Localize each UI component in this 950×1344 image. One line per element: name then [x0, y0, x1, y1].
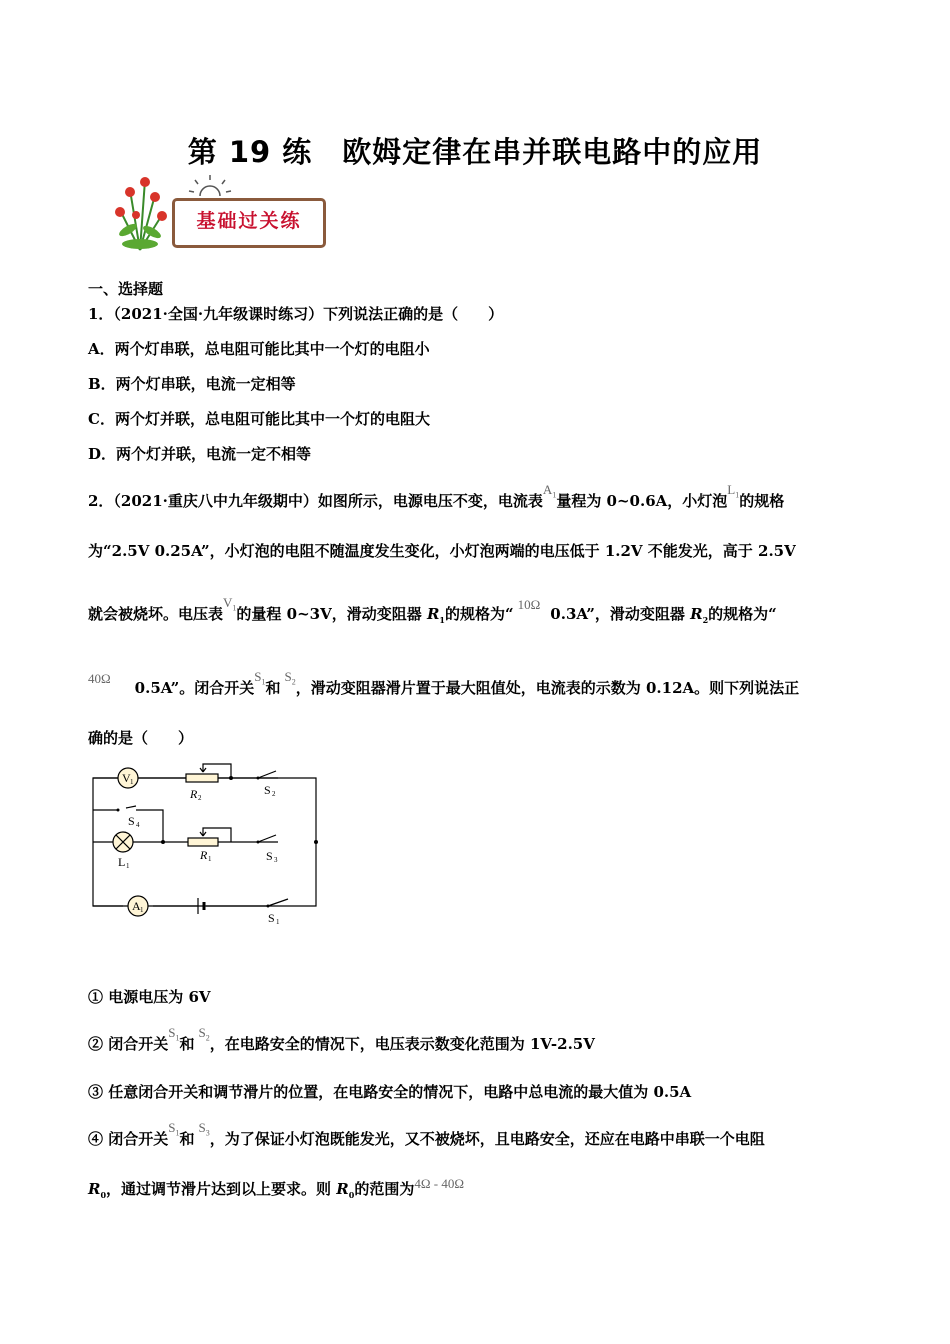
- s1-letter: S: [268, 911, 275, 925]
- s4-sub: 4: [136, 821, 140, 829]
- l1-letter: L: [118, 855, 126, 869]
- statement-4: ④ 闭合开关$S_1$和$S_3$，为了保证小灯泡既能发光，又不被烧坏，且电路安全，还应在电路中串联一个电阻: [88, 1120, 765, 1148]
- junction-dot: [314, 840, 318, 844]
- q2-line-2: 为“2.5V 0.25A”，小灯泡的电阻不随温度发生变化，小灯泡两端的电压低于 1.2V 不能发光，高于 2.5V: [88, 542, 796, 560]
- s2-letter: S: [264, 783, 271, 797]
- statement-1: ① 电源电压为 6V: [88, 988, 211, 1006]
- s1-sub: 1: [276, 918, 280, 926]
- rheostat-r2: [186, 764, 233, 802]
- q1-option-d: D．两个灯并联，电流一定不相等: [88, 445, 312, 463]
- badge-label: 基础过关练: [172, 198, 326, 248]
- r1-letter: R: [200, 848, 208, 862]
- q2-line-1: 2．（2021·重庆八中九年级期中）如图所示，电源电压不变，电流表$A_1$量程为 0~0.6A，小灯泡$L_1$的规格: [88, 482, 785, 510]
- r0-range: 4Ω - 40Ω: [414, 1176, 464, 1191]
- r2-sub: 2: [198, 794, 202, 802]
- page-title: 第 19 练 欧姆定律在串并联电路中的应用: [187, 135, 763, 169]
- lamp-l1: [113, 832, 133, 870]
- switch-s1: [267, 899, 289, 926]
- q2-line-5: 确的是（ ）: [88, 729, 194, 747]
- q2-line-3: 就会被烧坏。电压表$V_1$的量程 0~3V，滑动变阻器 $R_1$的规格为“10Ω0.3A”，滑动变阻器 $R_2$的规格为“: [88, 595, 777, 625]
- sun-icon: [189, 175, 231, 196]
- statement-5: $R_0$，通过调节滑片达到以上要求。则 $R_0$的范围为4Ω - 40Ω: [88, 1176, 464, 1200]
- q1-option-c: C．两个灯并联，总电阻可能比其中一个灯的电阻大: [88, 410, 430, 428]
- switch-s2: [257, 771, 277, 798]
- r2-letter: R: [190, 787, 198, 801]
- switch-s4: [117, 809, 141, 830]
- r1-sub: 1: [208, 855, 212, 863]
- q1-stem: 1．（2021·全国·九年级课时练习）下列说法正确的是（ ）: [88, 305, 504, 323]
- voltmeter-letter: V: [122, 771, 131, 785]
- statement-3: ③ 任意闭合开关和调节滑片的位置，在电路安全的情况下，电路中总电流的最大值为 0.5A: [88, 1083, 692, 1101]
- circuit-diagram: [88, 758, 328, 928]
- ammeter-sub: 1: [140, 906, 144, 914]
- q1-option-a: A．两个灯串联，总电阻可能比其中一个灯的电阻小: [88, 340, 430, 358]
- ammeter-a1: [128, 896, 148, 916]
- q2-line-4: 40Ω0.5A”。闭合开关$S_1$和$S_2$，滑动变阻器滑片置于最大阻值处，电流表的示数为 0.12A。则下列说法正: [88, 669, 800, 697]
- s2-sub: 2: [272, 790, 276, 798]
- voltmeter-sub: 1: [130, 778, 134, 786]
- switch-s3: [257, 835, 279, 864]
- rheostat-r1: [188, 828, 231, 863]
- q1-option-b: B．两个灯串联，电流一定相等: [88, 375, 296, 393]
- s3-letter: S: [266, 849, 273, 863]
- s3-sub: 3: [274, 856, 278, 864]
- section-badge: [100, 170, 330, 255]
- ammeter-letter: A: [132, 899, 141, 913]
- voltmeter-v1: [118, 768, 138, 788]
- junction-dot: [161, 840, 165, 844]
- section-heading: 一、选择题: [88, 280, 164, 298]
- s4-letter: S: [128, 814, 135, 828]
- statement-2: ② 闭合开关$S_1$和$S_2$，在电路安全的情况下，电压表示数变化范围为 1V-2.5V: [88, 1025, 595, 1053]
- l1-sub: 1: [126, 862, 130, 870]
